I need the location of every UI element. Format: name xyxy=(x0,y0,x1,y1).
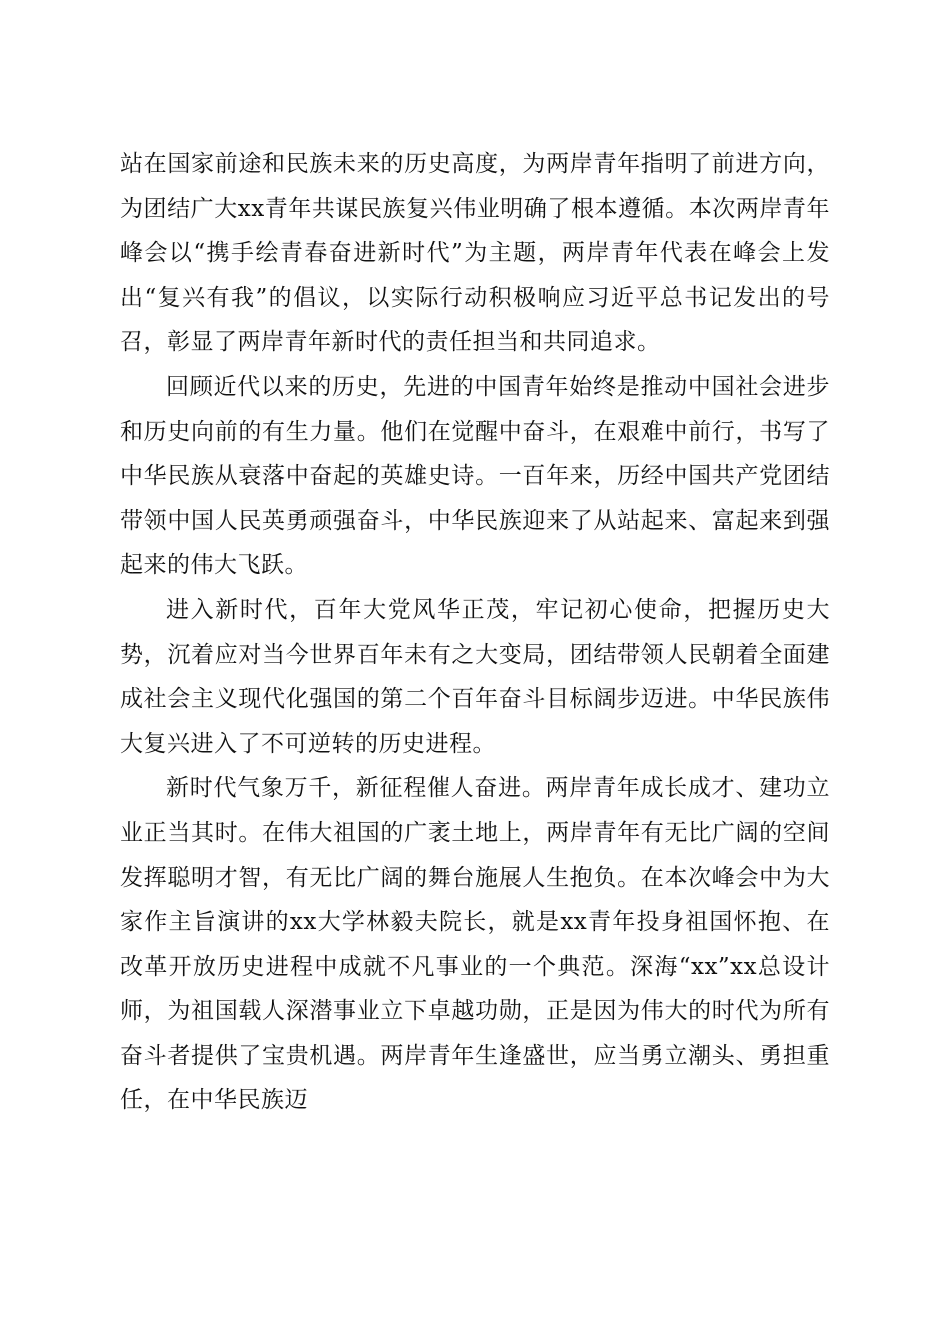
paragraph-1: 站在国家前途和民族未来的历史高度，为两岸青年指明了前进方向，为团结广大xx青年共谋民族复兴伟业明确了根本遵循。本次两岸青年峰会以“携手绘青春奋进新时代”为主题，两岸青年代表在峰会上发出“复兴有我”的倡议，以实际行动积极响应习近平总书记发出的号召，彰显了两岸青年新时代的责任担当和共同追求。 xyxy=(120,151,830,356)
paragraph-3: 进入新时代，百年大党风华正茂，牢记初心使命，把握历史大势，沉着应对当今世界百年未有之大变局，团结带领人民朝着全面建成社会主义现代化强国的第二个百年奋斗目标阔步迈进。中华民族伟大复兴进入了不可逆转的历史进程。 xyxy=(120,596,830,757)
paragraph-2: 回顾近代以来的历史，先进的中国青年始终是推动中国社会进步和历史向前的有生力量。他们在觉醒中奋斗，在艰难中前行，书写了中华民族从衰落中奋起的英雄史诗。一百年来，历经中国共产党团结带领中国人民英勇顽强奋斗，中华民族迎来了从站起来、富起来到强起来的伟大飞跃。 xyxy=(120,373,830,579)
body-text xyxy=(120,142,830,1123)
paragraph-4: 新时代气象万千，新征程催人奋进。两岸青年成长成才、建功立业正当其时。在伟大祖国的广袤土地上，两岸青年有无比广阔的空间发挥聪明才智，有无比广阔的舞台施展人生抱负。在本次峰会中为大家作主旨演讲的xx大学林毅夫院长，就是xx青年投身祖国怀抱、在改革开放历史进程中成就不凡事业的一个典范。深海“xx”xx总设计师，为祖国载人深潜事业立下卓越功勋，正是因为伟大的时代为所有奋斗者提供了宝贵机遇。两岸青年生逢盛世，应当勇立潮头、勇担重任，在中华民族迈 xyxy=(120,775,830,1114)
